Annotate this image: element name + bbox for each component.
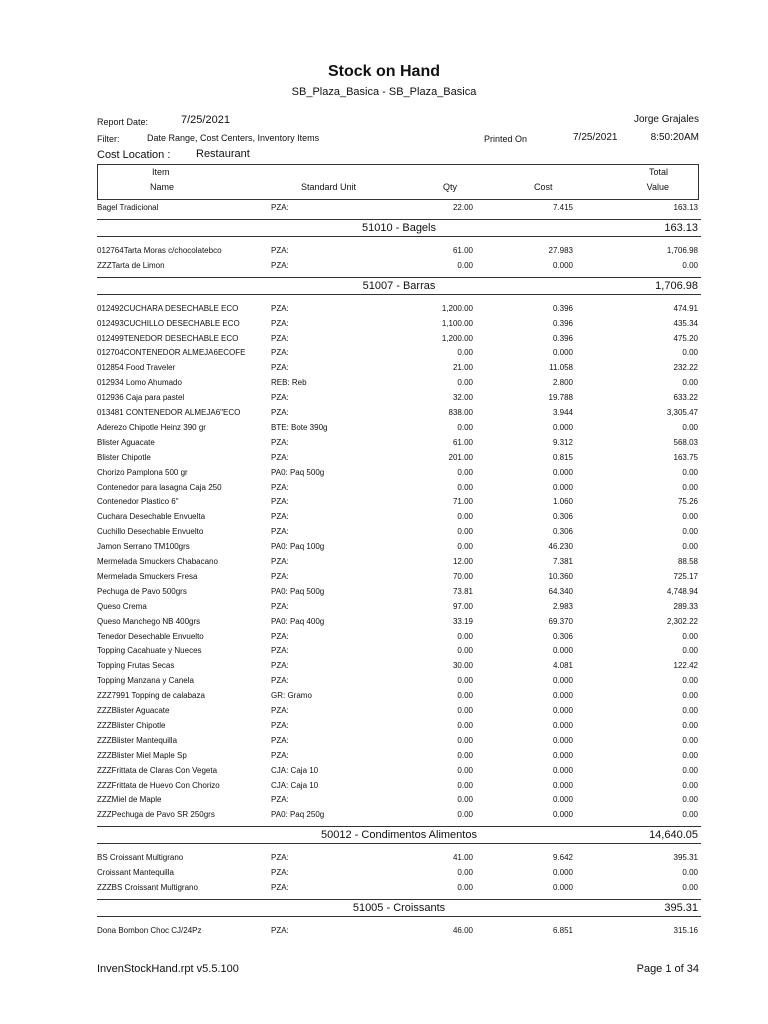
cell-unit: PA0: Paq 500g [271,467,325,477]
col-qty: Qty [443,182,458,192]
cell-name: ZZZPechuga de Pavo SR 250grs [97,810,215,820]
cell-qty: 61.00 [452,245,473,255]
cell-name: Mermelada Smuckers Chabacano [97,557,218,566]
cell-qty: 61.00 [452,437,473,447]
cell-qty: 22.00 [452,203,473,212]
cell-qty: 0.00 [457,542,473,552]
cell-unit: BTE: Bote 390g [271,422,328,432]
cell-name: BS Croissant Multigrano [97,853,184,863]
col-cost: Cost [534,182,553,192]
cell-cost: 0.306 [552,527,573,537]
printed-time: 8:50:20AM [650,132,699,143]
cell-name: Jamon Serrano TM100grs [97,542,190,552]
cell-cost: 6.851 [552,925,573,935]
table-row [97,302,701,317]
cell-cost: 64.340 [548,586,573,596]
cell-val: 0.00 [682,646,698,656]
cell-name: ZZZBlister Miel Maple Sp [97,750,187,760]
cell-unit: PZA: [271,925,289,935]
cell-cost: 0.306 [552,512,573,522]
cell-name: ZZZBlister Mantequilla [97,735,178,745]
cell-name: Chorizo Pamplona 500 gr [97,467,188,477]
cell-cost: 19.788 [548,393,573,403]
cell-unit: PZA: [271,735,289,745]
table-row [97,585,701,600]
cell-unit: CJA: Caja 10 [271,780,319,790]
cell-name: Cuchara Desechable Envuelta [97,512,206,522]
cost-location-label: Cost Location : [97,149,171,161]
cell-qty: 0.00 [457,467,473,477]
cell-name: Blister Aguacate [97,437,155,447]
table-row [97,630,701,645]
cell-val: 0.00 [682,720,698,730]
cell-val: 0.00 [682,676,698,686]
cell-name: Aderezo Chipotle Heinz 390 gr [97,422,206,432]
cell-cost: 7.381 [552,557,573,566]
col-name: Name [150,182,175,192]
table-row [97,924,701,939]
cell-val: 0.00 [682,512,698,522]
cell-val: 0.00 [682,780,698,790]
cell-unit: PZA: [271,408,289,417]
cell-name: ZZZBS Croissant Multigrano [97,883,198,892]
cell-name: 012936 Caja para pastel [97,393,185,403]
table-row [97,332,701,347]
group-name: 51007 - Barras [362,279,436,292]
cell-unit: PZA: [271,203,289,212]
footer-report-file: InvenStockHand.rpt v5.5.100 [97,963,239,975]
group-subtotal [97,899,701,917]
cell-name: ZZZBlister Aguacate [97,706,170,715]
report-date: 7/25/2021 [181,114,230,126]
cell-cost: 3.944 [552,408,573,417]
cell-cost: 2.800 [552,378,573,388]
cell-unit: PA0: Paq 100g [271,542,325,552]
cell-cost: 0.000 [552,646,573,656]
cell-val: 0.00 [682,765,698,775]
cell-val: 633.22 [673,393,698,403]
cell-unit: PZA: [271,260,289,270]
cell-cost: 4.081 [552,661,573,671]
column-header [97,164,699,200]
cell-name: ZZZTarta de Limon [97,260,165,270]
cell-qty: 0.00 [457,691,473,701]
report-date-label: Report Date: [97,117,149,127]
cell-qty: 0.00 [457,735,473,745]
col-value: Value [646,182,669,192]
cell-name: Mermelada Smuckers Fresa [97,571,198,581]
cell-cost: 0.000 [552,706,573,715]
cell-name: Topping Manzana y Canela [97,676,194,686]
cell-unit: PZA: [271,482,289,492]
cell-qty: 0.00 [457,482,473,492]
table-row [97,525,701,540]
cell-val: 2,302.22 [666,616,698,626]
cell-qty: 33.19 [452,616,473,626]
cell-unit: PZA: [271,720,289,730]
cell-qty: 41.00 [452,853,473,863]
cell-name: 012499TENEDOR DESECHABLE ECO [97,333,239,343]
table-row [97,866,701,881]
cell-val: 725.17 [673,571,698,581]
cell-cost: 0.000 [552,348,573,358]
cell-qty: 0.00 [457,795,473,805]
cell-unit: PZA: [271,883,289,892]
cell-val: 75.26 [677,497,698,507]
group-subtotal [97,277,701,295]
table-row [97,317,701,332]
cell-cost: 11.058 [549,363,573,373]
cell-unit: PA0: Paq 500g [271,586,325,596]
cell-qty: 201.00 [448,452,473,462]
cell-val: 0.00 [682,482,698,492]
table-row [97,495,701,510]
table-row [97,779,701,794]
col-item: Item [152,167,170,177]
cell-val: 1,706.98 [666,245,698,255]
cell-name: 013481 CONTENEDOR ALMEJA6"ECO [97,408,241,417]
cell-qty: 0.00 [457,348,473,358]
cell-cost: 46.230 [548,542,573,552]
cell-name: ZZZBlister Chipotle [97,720,166,730]
group-subtotal [97,826,701,844]
cell-unit: PZA: [271,646,289,656]
cell-val: 0.00 [682,542,698,552]
cell-name: 012934 Lomo Ahumado [97,378,182,388]
cell-unit: PZA: [271,527,289,537]
table-row [97,644,701,659]
cell-val: 163.13 [673,203,698,212]
table-row [97,391,701,406]
cell-name: ZZZMiel de Maple [97,795,162,805]
cell-qty: 0.00 [457,676,473,686]
cell-cost: 0.000 [552,883,573,892]
cell-unit: PZA: [271,512,289,522]
cell-val: 0.00 [682,750,698,760]
cell-qty: 0.00 [457,512,473,522]
cell-unit: PZA: [271,318,289,328]
cell-qty: 46.00 [452,925,473,935]
cell-val: 0.00 [682,467,698,477]
cell-val: 0.00 [682,260,698,270]
cell-unit: PZA: [271,795,289,805]
cell-val: 0.00 [682,883,698,892]
cell-qty: 0.00 [457,720,473,730]
cell-cost: 0.000 [552,765,573,775]
cell-val: 0.00 [682,735,698,745]
cell-val: 0.00 [682,422,698,432]
table-row [97,451,701,466]
cell-val: 4,748.94 [666,586,698,596]
cell-unit: PZA: [271,363,289,373]
cell-val: 395.31 [673,853,698,863]
cell-cost: 0.000 [552,810,573,820]
table-row [97,421,701,436]
cell-qty: 70.00 [452,571,473,581]
cell-val: 0.00 [682,868,698,878]
cell-unit: PZA: [271,393,289,403]
cell-qty: 1,100.00 [441,318,473,328]
table-row [97,881,701,896]
cell-cost: 10.360 [548,571,573,581]
cell-unit: PZA: [271,452,289,462]
cell-qty: 97.00 [452,601,473,611]
cell-qty: 30.00 [452,661,473,671]
cell-unit: PZA: [271,245,289,255]
table-row [97,244,701,259]
cell-val: 315.16 [673,925,698,935]
group-total: 14,640.05 [649,829,698,842]
cell-cost: 9.312 [552,437,573,447]
cell-name: Queso Manchego NB 400grs [97,616,201,626]
cell-name: Dona Bombon Choc CJ/24Pz [97,925,202,935]
cell-unit: PZA: [271,676,289,686]
table-row [97,659,701,674]
group-name: 51005 - Croissants [352,901,446,914]
cell-name: Queso Crema [97,601,147,611]
cell-unit: PZA: [271,557,289,566]
table-row [97,555,701,570]
cell-unit: PZA: [271,333,289,343]
cell-unit: PZA: [271,571,289,581]
cell-cost: 0.000 [552,467,573,477]
cell-val: 3,305.47 [666,408,698,417]
cell-cost: 0.396 [552,303,573,313]
cell-val: 289.33 [673,601,698,611]
cell-val: 0.00 [682,378,698,388]
group-total: 395.31 [664,901,698,914]
table-row [97,689,701,704]
cell-qty: 838.00 [448,408,473,417]
cell-cost: 0.000 [552,676,573,686]
filter-label: Filter: [97,134,120,144]
report-subtitle: SB_Plaza_Basica - SB_Plaza_Basica [291,86,477,98]
group-total: 163.13 [664,221,698,234]
cell-qty: 0.00 [457,810,473,820]
cell-cost: 0.000 [552,795,573,805]
cell-cost: 0.000 [552,735,573,745]
cell-unit: PZA: [271,303,289,313]
cell-qty: 0.00 [457,868,473,878]
cell-qty: 73.81 [452,586,473,596]
cell-val: 163.75 [673,452,698,462]
cell-val: 0.00 [682,631,698,641]
table-row [97,201,701,216]
report-user: Jorge Grajales [633,114,699,125]
table-row [97,704,701,719]
cell-cost: 0.000 [552,868,573,878]
table-row [97,346,701,361]
cell-cost: 0.306 [552,631,573,641]
table-row [97,615,701,630]
cell-cost: 69.370 [548,616,573,626]
cell-qty: 0.00 [457,527,473,537]
cell-cost: 9.642 [552,853,573,863]
cell-qty: 1,200.00 [441,303,473,313]
cell-cost: 2.983 [552,601,573,611]
cell-val: 0.00 [682,810,698,820]
cell-val: 0.00 [682,691,698,701]
table-row [97,734,701,749]
table-row [97,749,701,764]
table-row [97,481,701,496]
cell-val: 0.00 [682,795,698,805]
cell-qty: 0.00 [457,422,473,432]
cell-cost: 0.000 [552,780,573,790]
cell-qty: 1,200.00 [441,333,473,343]
cell-cost: 0.000 [552,720,573,730]
cell-qty: 0.00 [457,883,473,892]
cell-name: Tenedor Desechable Envuelto [97,631,204,641]
cell-val: 0.00 [682,348,698,358]
cell-cost: 0.000 [552,482,573,492]
cell-unit: PA0: Paq 400g [271,616,325,626]
cell-val: 0.00 [682,706,698,715]
footer-page-number: Page 1 of 34 [636,963,699,975]
cell-unit: PA0: Paq 250g [271,810,325,820]
cell-name: ZZZFrittata de Claras Con Vegeta [97,765,218,775]
cell-qty: 0.00 [457,260,473,270]
cell-qty: 32.00 [452,393,473,403]
cell-cost: 0.396 [552,318,573,328]
cell-name: Croissant Mantequilla [97,868,174,878]
cell-unit: REB: Reb [271,378,307,388]
cell-unit: PZA: [271,601,289,611]
cell-unit: PZA: [271,631,289,641]
cell-qty: 12.00 [452,557,473,566]
table-row [97,719,701,734]
table-row [97,436,701,451]
table-row [97,259,701,274]
cell-cost: 1.060 [552,497,573,507]
cell-name: 012492CUCHARA DESECHABLE ECO [97,303,239,313]
cell-name: Blister Chipotle [97,452,151,462]
cell-name: 012493CUCHILLO DESECHABLE ECO [97,318,240,328]
cell-unit: PZA: [271,853,289,863]
cell-val: 122.42 [673,661,698,671]
cell-cost: 0.000 [552,422,573,432]
cell-unit: PZA: [271,497,289,507]
table-row [97,793,701,808]
cell-qty: 0.00 [457,631,473,641]
cell-cost: 7.415 [552,203,573,212]
group-subtotal [97,219,701,237]
cell-cost: 0.815 [552,452,573,462]
cell-qty: 0.00 [457,706,473,715]
cell-cost: 0.000 [552,260,573,270]
cell-qty: 0.00 [457,646,473,656]
cell-name: ZZZFrittata de Huevo Con Chorizo [97,780,220,790]
cell-name: Topping Cacahuate y Nueces [97,646,202,656]
cell-cost: 0.000 [552,750,573,760]
table-row [97,764,701,779]
cell-val: 474.91 [673,303,698,313]
table-row [97,361,701,376]
cell-unit: PZA: [271,437,289,447]
cell-val: 0.00 [682,527,698,537]
cell-unit: GR: Gramo [271,691,312,701]
cell-name: 012704CONTENEDOR ALMEJA6ECOFE [97,348,246,358]
table-row [97,570,701,585]
cell-val: 232.22 [673,363,698,373]
cell-unit: PZA: [271,750,289,760]
cell-qty: 0.00 [457,378,473,388]
cell-val: 568.03 [673,437,698,447]
table-row [97,510,701,525]
cell-unit: PZA: [271,348,289,358]
cell-name: 012854 Food Traveler [97,363,176,373]
cell-unit: PZA: [271,706,289,715]
cell-qty: 0.00 [457,750,473,760]
printed-date: 7/25/2021 [573,132,618,143]
group-name: 51010 - Bagels [362,221,436,234]
cell-name: Contenedor para lasagna Caja 250 [97,482,222,492]
printed-on-label: Printed On [484,134,528,144]
cell-name: Bagel Tradicional [97,203,159,212]
cell-name: Contenedor Plastico 6" [97,497,179,507]
cell-name: Pechuga de Pavo 500grs [97,586,187,596]
group-total: 1,706.98 [655,279,698,292]
cell-qty: 71.00 [452,497,473,507]
cell-name: Topping Frutas Secas [97,661,175,671]
col-unit: Standard Unit [301,182,357,192]
cell-cost: 0.000 [552,691,573,701]
cell-unit: CJA: Caja 10 [271,765,319,775]
table-row [97,808,701,823]
cell-name: 012764Tarta Moras c/chocolatebco [97,245,222,255]
cell-qty: 21.00 [452,363,473,373]
cell-val: 475.20 [673,333,698,343]
table-row [97,466,701,481]
cell-unit: PZA: [271,868,289,878]
table-row [97,600,701,615]
cell-name: Cuchillo Desechable Envuelto [97,527,204,537]
table-row [97,376,701,391]
cell-cost: 0.396 [552,333,573,343]
col-total: Total [648,167,668,177]
cell-qty: 0.00 [457,780,473,790]
cell-cost: 27.983 [548,245,573,255]
cell-val: 435.34 [673,318,698,328]
filter-value: Date Range, Cost Centers, Inventory Items [147,133,320,143]
cell-val: 88.58 [677,557,698,566]
table-row [97,540,701,555]
table-row [97,406,701,421]
cell-name: ZZZ7991 Topping de calabaza [97,691,205,701]
table-row [97,851,701,866]
cost-location: Restaurant [196,148,250,160]
report-title: Stock on Hand [327,63,440,80]
cell-unit: PZA: [271,661,289,671]
table-row [97,674,701,689]
group-name: 50012 - Condimentos Alimentos [321,829,477,842]
cell-qty: 0.00 [457,765,473,775]
